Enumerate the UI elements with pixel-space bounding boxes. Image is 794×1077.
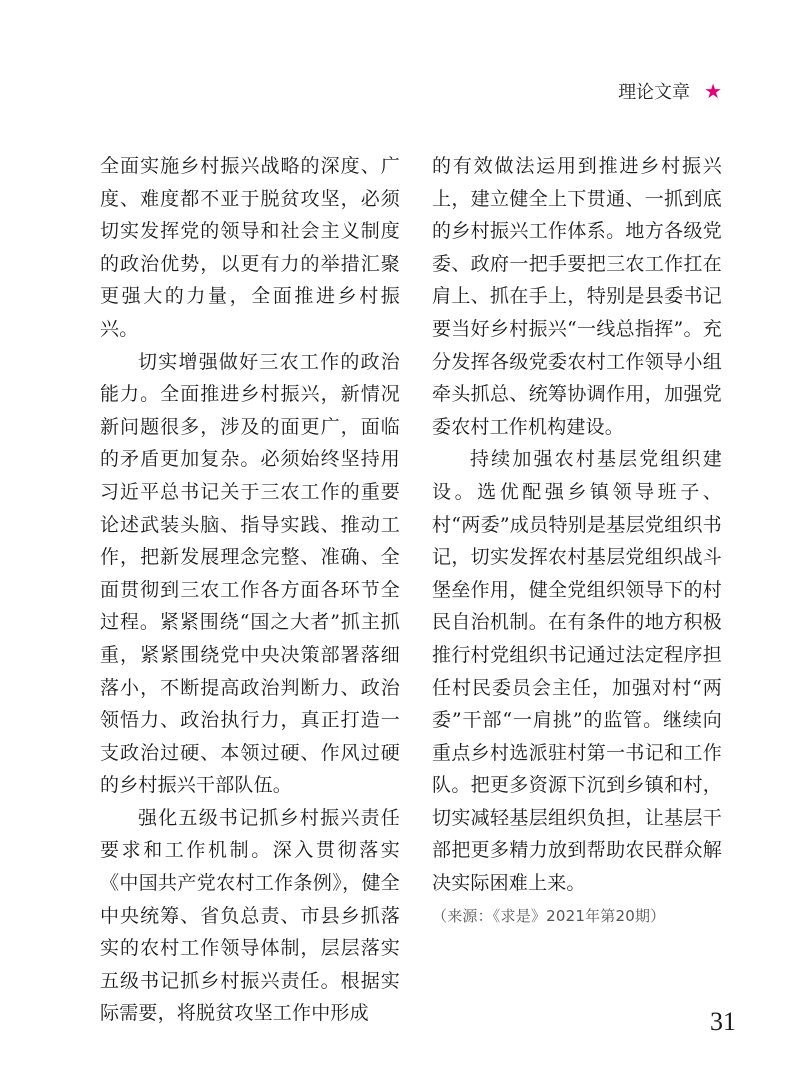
source-citation: （来源：《求是》2021年第20期） — [432, 906, 666, 925]
paragraph: 持续加强农村基层党组织建设。选优配强乡镇领导班子、村“两委”成员特别是基层党组织书记，切实发挥农村基层党组织战斗堡垒作用，健全党组织领导下的村民自治机制。在有条件的地方积极推行村党组织书记通过法定程序担任村民委员会主任，加强对村“两委”干部“一肩挑”的监管。继续向重点乡村选派驻村第一书记和工作队。把更多资源下沉到乡镇和村，切实减轻基层组织负担，让基层干部把更多精力放到帮助农民群众解决实际困难上来。 — [432, 448, 722, 895]
right-column — [432, 150, 722, 932]
section-header — [618, 78, 722, 104]
paragraph: 全面实施乡村振兴战略的深度、广度、难度都不亚于脱贫攻坚，必须切实发挥党的领导和社会主义制度的政治优势，以更有力的举措汇聚更强大的力量，全面推进乡村振兴。 — [100, 155, 400, 340]
page-number: 31 — [710, 1007, 736, 1036]
left-column — [100, 150, 400, 1030]
section-title: 理论文章 — [618, 82, 691, 103]
star-icon: ★ — [704, 79, 722, 103]
paragraph: 强化五级书记抓乡村振兴责任要求和工作机制。深入贯彻落实《中国共产党农村工作条例》，健全中央统筹、省负总责、市县乡抓落实的农村工作领导体制，层层落实五级书记抓乡村振兴责任。根据实际需要，将脱贫攻坚工作中形成 — [100, 806, 400, 1025]
paragraph: 切实增强做好三农工作的政治能力。全面推进乡村振兴，新情况新问题很多，涉及的面更广，面临的矛盾更加复杂。必须始终坚持用习近平总书记关于三农工作的重要论述武装头脑、指导实践、推动工作，把新发展理念完整、准确、全面贯彻到三农工作各方面各环节全过程。紧紧围绕“国之大者”抓主抓重，紧紧围绕党中央决策部署落细落小，不断提高政治判断力、政治领悟力、政治执行力，真正打造一支政治过硬、本领过硬、作风过硬的乡村振兴干部队伍。 — [100, 350, 400, 797]
paragraph: 的有效做法运用到推进乡村振兴上，建立健全上下贯通、一抓到底的乡村振兴工作体系。地方各级党委、政府一把手要把三农工作扛在肩上、抓在手上，特别是县委书记要当好乡村振兴“一线总指挥”。充分发挥各级党委农村工作领导小组牵头抓总、统筹协调作用，加强党委农村工作机构建设。 — [432, 155, 722, 438]
